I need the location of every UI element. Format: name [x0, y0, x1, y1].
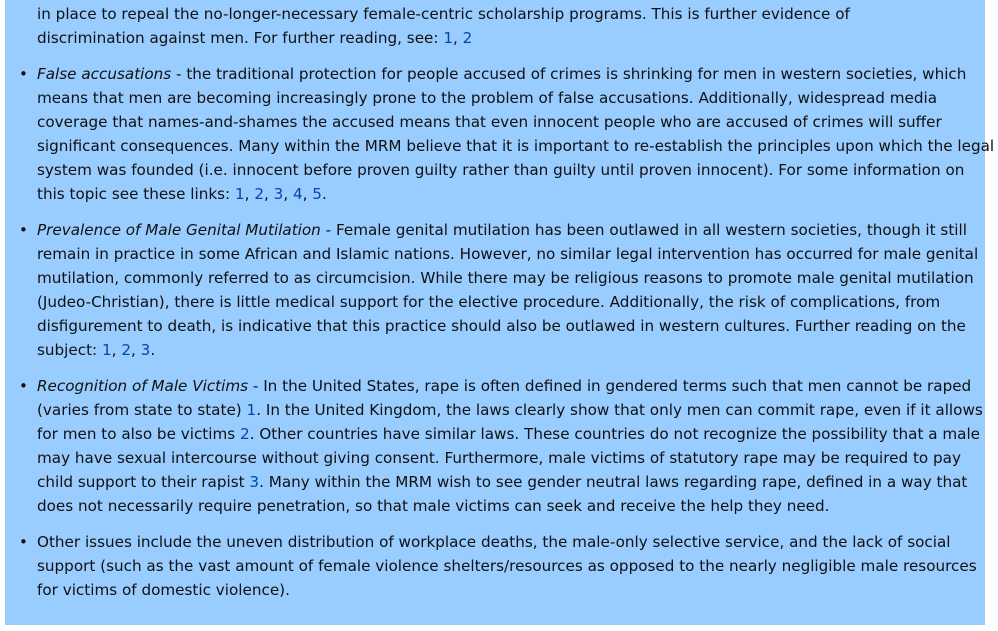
intro-line-2: discrimination against men. For further reading, see:	[37, 29, 444, 47]
item-text: - In the United States, rape is often defined in gendered terms such that men cannot be raped (varies from state to state)	[37, 377, 972, 419]
list-item-other-issues	[37, 530, 995, 602]
ref-link[interactable]: 4	[292, 185, 303, 203]
item-text: - Female genital mutilation has been outlawed in all western societies, though it still remain in practice in some African and Islamic nations. However, no similar legal intervention has occurred for male genital mutilation, commonly referred to as circumcision. While there may be religious reasons to promote male genital mutilation (Judeo-Christian), there is little medical support for the elective procedure. Additionally, the risk of complications, from disfigurement to death, is indicative that this practice should also be outlawed in western cultures. Further reading on the subject:	[37, 221, 979, 359]
item-title: Prevalence of Male Genital Mutilation	[37, 221, 321, 239]
ref-link[interactable]: 5	[312, 185, 322, 203]
ref-link[interactable]: 2	[121, 341, 131, 359]
item-text: . Many within the MRM wish to see gender neutral laws regarding rape, defined in a way that does not necessarily require penetration, so that male victims can seek and receive the help they need.	[37, 473, 968, 515]
item-title: Recognition of Male Victims	[37, 377, 249, 395]
intro-line-1: in place to repeal the no-longer-necessary female-centric scholarship programs. This is further evidence of	[37, 5, 850, 23]
list-item-male-victims	[37, 374, 995, 518]
ref-link[interactable]: 1	[234, 185, 245, 203]
item-title: False accusations	[37, 65, 172, 83]
item-text: Other issues include the uneven distribution of workplace deaths, the male-only selective service, and the lack of social support (such as the vast amount of female violence shelters/resources as opposed to the nearly negligible male resources for victims of domestic violence).	[37, 533, 977, 599]
ref-link[interactable]: 3	[273, 185, 284, 203]
issues-list	[37, 62, 995, 602]
content-panel	[5, 0, 995, 625]
item-text: - the traditional protection for people accused of crimes is shrinking for men in western societies, which means that men are becoming increasingly prone to the problem of false accusations. Additionally, widespread media coverage that names-and-shames the accused means that even innocent people who are accused of crimes will suffer significant consequences. Many within the MRM believe that it is important to re-establish the principles upon which the legal system was founded (i.e. innocent before proven guilty rather than guilty until proven innocent). For some information on this topic see these links:	[37, 65, 995, 203]
ref-link[interactable]: 2	[462, 29, 473, 47]
article-body	[37, 2, 995, 602]
item-text: . In the United Kingdom, the laws clearly show that only men can commit rape, even if it allows for men to also be victims	[37, 401, 983, 443]
ref-link[interactable]: 3	[140, 341, 151, 359]
ref-link[interactable]: 3	[249, 473, 260, 491]
intro-paragraph: in place to repeal the no-longer-necessary female-centric scholarship programs. This is further evidence of discrimination against men. For further reading, see: 1, 2	[37, 5, 850, 47]
item-text: . Other countries have similar laws. These countries do not recognize the possibility that a male may have sexual intercourse without giving consent. Furthermore, male victims of statutory rape may be required to pay child support to their rapist	[37, 425, 981, 491]
ref-link[interactable]: 1	[443, 29, 453, 47]
list-item-false-accusations: • False accusations - the traditional protection for people accused of crimes is shrinking for men in western societies, which means that men are becoming increasingly prone to the problem of false accusations. Additionally, widespread media coverage that names-and-shames the accused means that even innocent people who are accused of crimes will suffer significant consequences. Many within the MRM believe that it is important to re-establish the principles upon which the legal system was founded (i.e. innocent before proven guilty rather than guilty until proven innocent). For some information on this topic see these links: 1, 2, 3, 4, 5.	[37, 62, 995, 206]
ref-link[interactable]: 2	[254, 185, 264, 203]
ref-link[interactable]: 2	[240, 425, 250, 443]
ref-link[interactable]: 1	[246, 401, 257, 419]
ref-link[interactable]: 1	[102, 341, 112, 359]
list-item-male-genital-mutilation: • Prevalence of Male Genital Mutilation - Female genital mutilation has been outlawed in all western societies, though it still remain in practice in some African and Islamic nations. However, no similar legal intervention has occurred for male genital mutilation, commonly referred to as circumcision. While there may be religious reasons to promote male genital mutilation (Judeo-Christian), there is little medical support for the elective procedure. Additionally, the risk of complications, from disfigurement to death, is indicative that this practice should also be outlawed in western cultures. Further reading on the subject: 1, 2, 3.	[37, 218, 995, 362]
